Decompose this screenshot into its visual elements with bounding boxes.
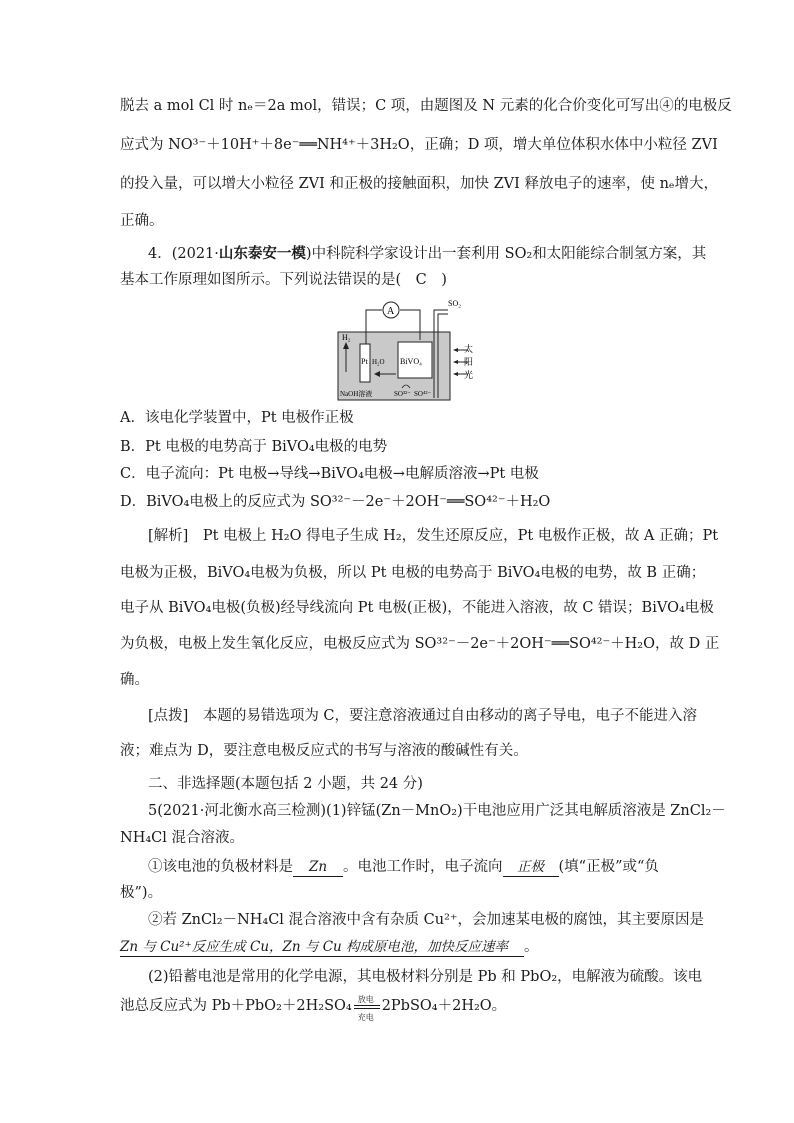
- option-d: D．BiVO₄电极上的反应式为 SO³²⁻－2e⁻＋2OH⁻══SO⁴²⁻＋H₂O: [120, 494, 551, 510]
- equation-right: 2PbSO₄＋2H₂O。: [381, 998, 507, 1014]
- text-line: 应式为 NO³⁻＋10H⁺＋8e⁻══NH⁴⁺＋3H₂O，正确；D 项，增大单位体积水体中小粒径 ZVI: [120, 137, 718, 153]
- sunlight-arrow-icon: [453, 348, 458, 352]
- analysis-line: 电子从 BiVO₄电极(负极)经导线流向 Pt 电极(正极)，不能进入溶液，故 C 错误；BiVO₄电极: [120, 600, 714, 616]
- sunlight-arrow-icon: [453, 360, 458, 364]
- answer-text: 正极: [517, 859, 544, 875]
- text-line: 脱去 a mol Cl 时 nₑ＝2a mol，错误；C 项，由题图及 N 元素的化合价变化可写出④的电极反: [120, 98, 732, 114]
- electrolysis-diagram: [336, 294, 478, 404]
- reversible-arrow-icon: [352, 995, 382, 1022]
- so4-label: SO⁴²⁻: [414, 390, 432, 398]
- pt-label: Pt: [361, 357, 368, 366]
- bivo4-label: BiVO₄: [400, 357, 422, 366]
- subquestion-part2: (2)铅蓄电池是常用的化学电源，其电极材料分别是 Pb 和 PbO₂，电解液为硫酸。该电: [148, 969, 703, 985]
- ammeter-label: A: [387, 306, 395, 317]
- question-stem-line: NH₄Cl 混合溶液。: [120, 830, 244, 846]
- question-5-header: 5(2021·河北衡水高三检测)(1)锌锰(Zn－MnO₂)干电池应用广泛其电解质溶液是 ZnCl₂－: [148, 803, 726, 819]
- option-b: B．Pt 电极的电势高于 BiVO₄电极的电势: [120, 439, 388, 455]
- subquestion-2: ②若 ZnCl₂－NH₄Cl 混合溶液中含有杂质 Cu²⁺，会加速某电极的腐蚀，其主要原因是: [148, 912, 705, 928]
- analysis-line: 确。: [120, 672, 149, 688]
- section-heading: 二、非选择题(本题包括 2 小题，共 24 分): [148, 776, 423, 792]
- so3-label: SO³²⁻: [394, 390, 411, 398]
- answer-text: Zn 与 Cu²⁺反应生成 Cu，Zn 与 Cu 构成原电池，加快反应速率: [120, 938, 524, 957]
- question-stem: )中科院科学家设计出一套利用 SO₂和太阳能综合制氢方案，其: [305, 246, 707, 262]
- question-number: 4．(2021·: [148, 246, 219, 262]
- subquestion-text: (填“正极”或“负: [558, 859, 659, 875]
- sun-char-1: 太: [464, 344, 474, 354]
- charge-label: 充电: [357, 1013, 374, 1022]
- analysis-line: 电极为正极，BiVO₄电极为负极，所以 Pt 电极的电势高于 BiVO₄电极的电势，故 B 正确；: [120, 565, 706, 581]
- question-stem-line: 基本工作原理如图所示。下列说法错误的是( C ): [120, 272, 447, 288]
- subquestion-1: [148, 857, 708, 877]
- reaction-equation: [120, 995, 680, 1022]
- sunlight-arrow-icon: [453, 372, 458, 376]
- discharge-label: 放电: [357, 995, 374, 1004]
- analysis-line: [解析] Pt 电极上 H₂O 得电子生成 H₂，发生还原反应，Pt 电极作正极，故 A 正确；Pt: [148, 528, 719, 544]
- h2-label: H₂: [342, 333, 351, 342]
- answer-text: Zn: [308, 859, 328, 875]
- subquestion-text: ①该电池的负极材料是: [148, 859, 293, 875]
- analysis-line: 为负极，电极上发生氧化反应，电极反应式为 SO³²⁻－2e⁻＋2OH⁻══SO⁴²⁻＋H₂O，故 D 正: [120, 636, 720, 652]
- sentence-end: 。: [524, 939, 539, 955]
- answer-blank: [503, 858, 559, 877]
- answer-blank: [293, 858, 343, 877]
- tip-line: [点拨] 本题的易错选项为 C，要注意溶液通过自由移动的离子导电，电子不能进入溶: [148, 708, 698, 724]
- text-line: 的投入量，可以增大小粒径 ZVI 和正极的接触面积，加快 ZVI 释放电子的速率，使 nₑ增大，: [120, 176, 719, 192]
- answer-line: [120, 937, 680, 957]
- subquestion-line: 极”)。: [120, 885, 163, 901]
- so2-label: SO₂: [448, 299, 462, 308]
- sun-char-3: 光: [464, 370, 474, 380]
- option-a: A．该电化学装置中，Pt 电极作正极: [120, 410, 354, 426]
- text-line: 正确。: [120, 213, 164, 229]
- subquestion-text: 。电池工作时，电子流向: [343, 859, 503, 875]
- question-4-header: [148, 244, 708, 264]
- h2o-label: H₂O: [372, 358, 385, 366]
- sun-char-2: 阳: [464, 357, 474, 367]
- equation-left: 池总反应式为 Pb＋PbO₂＋2H₂SO₄: [120, 998, 352, 1014]
- tip-line: 液；难点为 D，要注意电极反应式的书写与溶液的酸碱性有关。: [120, 743, 528, 759]
- naoh-label: NaOH溶液: [340, 390, 373, 398]
- option-c: C．电子流向：Pt 电极→导线→BiVO₄电极→电解质溶液→Pt 电极: [120, 466, 539, 482]
- question-source: 山东泰安一模: [218, 245, 306, 262]
